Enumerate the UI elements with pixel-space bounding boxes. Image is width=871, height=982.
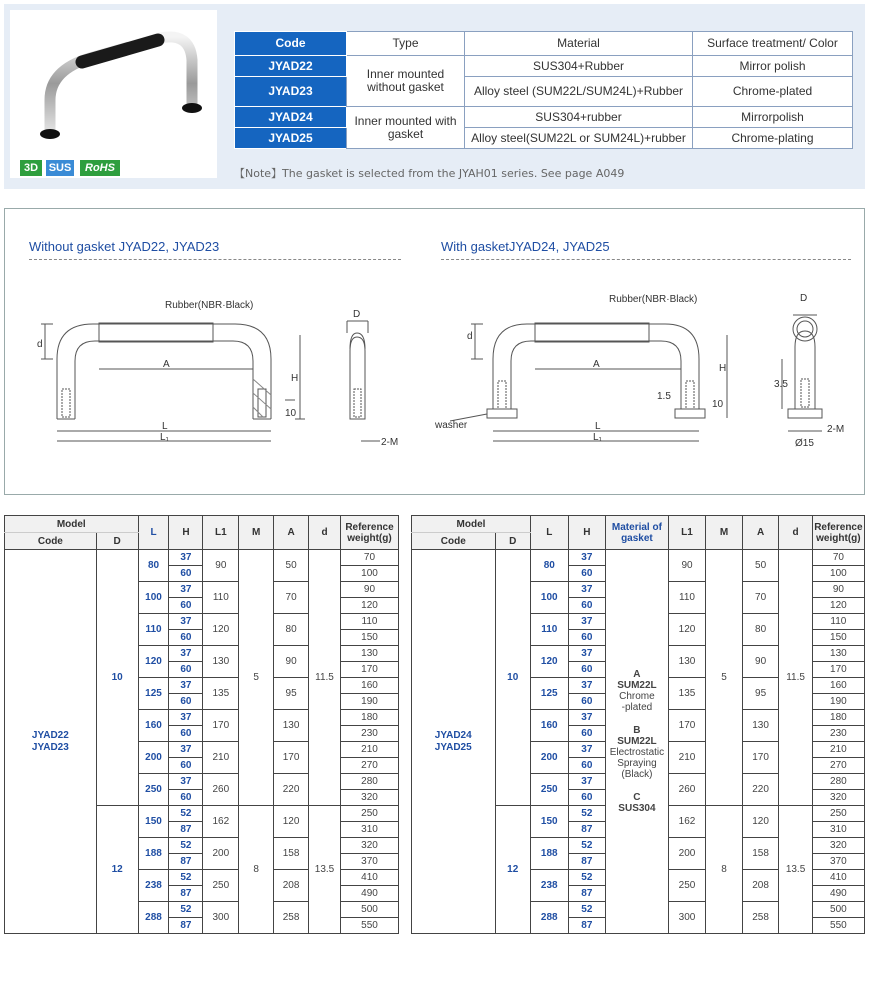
cell-h: 52 xyxy=(568,806,606,822)
cell-weight: 410 xyxy=(340,870,398,886)
label-15: 1.5 xyxy=(657,391,671,402)
cell-weight: 550 xyxy=(340,918,398,934)
cell-weight: 250 xyxy=(812,806,864,822)
cell-h: 60 xyxy=(568,758,606,774)
cell-l: 100 xyxy=(138,582,169,614)
cell-weight: 230 xyxy=(812,726,864,742)
material-line: SUM22L xyxy=(617,680,657,691)
cell-l: 160 xyxy=(530,710,568,742)
cell-h: 37 xyxy=(568,742,606,758)
label-rubber-2: Rubber(NBR·Black) xyxy=(609,294,698,305)
spec-code: JYAD23 xyxy=(235,77,347,107)
cell-weight: 160 xyxy=(340,678,398,694)
cell-l: 80 xyxy=(530,550,568,582)
cell-weight: 230 xyxy=(340,726,398,742)
cell-l: 188 xyxy=(530,838,568,870)
cell-h: 60 xyxy=(568,630,606,646)
cell-weight: 130 xyxy=(340,646,398,662)
cell-weight: 150 xyxy=(812,630,864,646)
cell-l: 200 xyxy=(138,742,169,774)
spec-code: JYAD22 xyxy=(235,56,347,77)
cell-a: 90 xyxy=(742,646,779,678)
cell-l: 288 xyxy=(530,902,568,934)
label-d-2: d xyxy=(467,331,473,342)
cell-h: 37 xyxy=(568,774,606,790)
cell-l: 238 xyxy=(138,870,169,902)
drawing-title-right: With gasketJYAD24, JYAD25 xyxy=(441,239,610,254)
label-h: H xyxy=(291,373,299,384)
cell-a: 170 xyxy=(274,742,309,774)
cell-weight: 310 xyxy=(340,822,398,838)
cell-h: 60 xyxy=(169,726,203,742)
cell-h: 37 xyxy=(169,550,203,566)
cell-weight: 90 xyxy=(812,582,864,598)
cell-l: 110 xyxy=(138,614,169,646)
cell-weight: 500 xyxy=(812,902,864,918)
cell-a: 130 xyxy=(742,710,779,742)
cell-l1: 120 xyxy=(668,614,706,646)
spec-table xyxy=(234,31,853,149)
table-row xyxy=(412,550,865,566)
spec-surface: Mirror polish xyxy=(693,56,853,77)
cell-h: 60 xyxy=(568,566,606,582)
cell-weight: 490 xyxy=(340,886,398,902)
th-h: H xyxy=(568,516,606,550)
cell-d-outer: 12 xyxy=(96,806,138,934)
cell-weight: 150 xyxy=(340,630,398,646)
cell-d-outer: 10 xyxy=(96,550,138,806)
cell-a: 208 xyxy=(742,870,779,902)
cell-a: 80 xyxy=(274,614,309,646)
spec-surface: Chrome-plating xyxy=(693,128,853,149)
cell-l: 100 xyxy=(530,582,568,614)
material-line: Spraying xyxy=(617,758,657,769)
drawing-panel xyxy=(4,208,865,495)
cell-h: 37 xyxy=(568,710,606,726)
cell-l: 250 xyxy=(138,774,169,806)
cell-h: 37 xyxy=(169,742,203,758)
cell-h: 60 xyxy=(169,598,203,614)
label-washer: washer xyxy=(435,420,468,431)
cell-weight: 310 xyxy=(812,822,864,838)
label-rubber: Rubber(NBR·Black) xyxy=(165,300,254,311)
cell-h: 60 xyxy=(169,790,203,806)
cell-l: 125 xyxy=(138,678,169,710)
cell-h: 52 xyxy=(568,870,606,886)
cell-weight: 370 xyxy=(340,854,398,870)
th-dd: d xyxy=(779,516,812,550)
cell-h: 60 xyxy=(169,758,203,774)
cell-h: 52 xyxy=(568,902,606,918)
spacer xyxy=(606,780,668,792)
cell-weight: 550 xyxy=(812,918,864,934)
cell-h: 60 xyxy=(568,726,606,742)
th-model: Model xyxy=(5,516,139,533)
cell-weight: 500 xyxy=(340,902,398,918)
technical-drawing xyxy=(5,209,866,496)
handle-image xyxy=(10,10,217,178)
spec-header-type: Type xyxy=(347,32,465,56)
cell-l1: 170 xyxy=(668,710,706,742)
cell-h: 37 xyxy=(169,614,203,630)
cell-weight: 110 xyxy=(812,614,864,630)
cell-weight: 320 xyxy=(340,790,398,806)
cell-h: 37 xyxy=(568,678,606,694)
label-d-side: D xyxy=(353,309,361,320)
cell-l1: 300 xyxy=(203,902,239,934)
cell-h: 60 xyxy=(169,630,203,646)
cell-weight: 120 xyxy=(340,598,398,614)
th-code: Code xyxy=(5,533,97,550)
cell-l1: 200 xyxy=(203,838,239,870)
spec-code: JYAD25 xyxy=(235,128,347,149)
th-material: Material of gasket xyxy=(606,516,669,550)
cell-a: 158 xyxy=(742,838,779,870)
material-line: (Black) xyxy=(621,769,653,780)
cell-l: 200 xyxy=(530,742,568,774)
th-weight: Reference weight(g) xyxy=(812,516,864,550)
spec-surface: Chrome-plated xyxy=(693,77,853,107)
th-a: A xyxy=(274,516,309,550)
cell-weight: 490 xyxy=(812,886,864,902)
label-10-2: 10 xyxy=(712,399,724,410)
cell-a: 220 xyxy=(274,774,309,806)
cell-l1: 162 xyxy=(668,806,706,838)
cell-m: 8 xyxy=(239,806,274,934)
cell-d-outer: 10 xyxy=(495,550,530,806)
label-l-2: L xyxy=(595,421,601,432)
label-l: L xyxy=(162,421,168,432)
cell-weight: 190 xyxy=(812,694,864,710)
cell-l: 160 xyxy=(138,710,169,742)
cell-h: 37 xyxy=(169,646,203,662)
material-line: SUS304 xyxy=(618,803,656,814)
th-l1: L1 xyxy=(203,516,239,550)
material-line: B xyxy=(633,725,641,736)
cell-a: 120 xyxy=(742,806,779,838)
th-m: M xyxy=(706,516,743,550)
spec-material: Alloy steel (SUM22L/SUM24L)+Rubber xyxy=(465,77,693,107)
cell-l: 288 xyxy=(138,902,169,934)
cell-l1: 162 xyxy=(203,806,239,838)
th-l1: L1 xyxy=(668,516,706,550)
cell-a: 50 xyxy=(742,550,779,582)
spec-panel xyxy=(4,4,865,189)
cell-weight: 280 xyxy=(340,774,398,790)
cell-weight: 320 xyxy=(812,790,864,806)
drawing-title-left: Without gasket JYAD22, JYAD23 xyxy=(29,239,220,254)
cell-weight: 160 xyxy=(812,678,864,694)
cell-code: JYAD24 JYAD25 xyxy=(412,550,496,934)
cell-l1: 135 xyxy=(203,678,239,710)
cell-a: 50 xyxy=(274,550,309,582)
cell-a: 208 xyxy=(274,870,309,902)
cell-l1: 250 xyxy=(668,870,706,902)
label-10: 10 xyxy=(285,408,297,419)
cell-h: 52 xyxy=(169,838,203,854)
cell-h: 87 xyxy=(169,886,203,902)
cell-weight: 110 xyxy=(340,614,398,630)
cell-weight: 190 xyxy=(340,694,398,710)
th-weight: Reference weight(g) xyxy=(340,516,398,550)
spec-header-surface: Surface treatment/ Color xyxy=(693,32,853,56)
spec-header-code: Code xyxy=(235,32,347,56)
cell-material xyxy=(606,550,669,934)
product-photo xyxy=(10,10,217,178)
cell-weight: 210 xyxy=(812,742,864,758)
material-line: SUM22L xyxy=(617,736,657,747)
cell-a: 158 xyxy=(274,838,309,870)
cell-h: 60 xyxy=(568,662,606,678)
cell-a: 130 xyxy=(274,710,309,742)
label-dia15: Ø15 xyxy=(795,438,814,449)
cell-dd: 13.5 xyxy=(309,806,341,934)
cell-h: 37 xyxy=(169,774,203,790)
cell-h: 37 xyxy=(169,710,203,726)
cell-l1: 130 xyxy=(668,646,706,678)
cell-a: 120 xyxy=(274,806,309,838)
cell-m: 8 xyxy=(706,806,743,934)
cell-l1: 250 xyxy=(203,870,239,902)
cell-weight: 280 xyxy=(812,774,864,790)
cell-l1: 135 xyxy=(668,678,706,710)
material-line: Chrome xyxy=(619,691,655,702)
material-line: C xyxy=(633,792,641,803)
cell-weight: 320 xyxy=(340,838,398,854)
cell-h: 60 xyxy=(169,694,203,710)
cell-weight: 250 xyxy=(340,806,398,822)
cell-h: 87 xyxy=(568,822,606,838)
cell-h: 60 xyxy=(568,790,606,806)
cell-h: 52 xyxy=(169,902,203,918)
th-l: L xyxy=(530,516,568,550)
cell-h: 52 xyxy=(169,806,203,822)
label-l1: L₁ xyxy=(160,432,169,443)
cell-l: 125 xyxy=(530,678,568,710)
cell-h: 87 xyxy=(568,918,606,934)
th-model: Model xyxy=(412,516,531,533)
spec-type: Inner mounted without gasket xyxy=(347,56,465,107)
cell-h: 60 xyxy=(568,598,606,614)
cell-a: 70 xyxy=(742,582,779,614)
cell-h: 87 xyxy=(169,918,203,934)
material-line: -plated xyxy=(621,702,653,713)
cell-l: 150 xyxy=(530,806,568,838)
cell-l: 238 xyxy=(530,870,568,902)
cell-a: 80 xyxy=(742,614,779,646)
spec-surface: Mirrorpolish xyxy=(693,107,853,128)
spec-header-material: Material xyxy=(465,32,693,56)
spacer xyxy=(606,713,668,725)
cell-h: 37 xyxy=(568,582,606,598)
cell-weight: 320 xyxy=(812,838,864,854)
th-d: D xyxy=(495,533,530,550)
cell-weight: 120 xyxy=(812,598,864,614)
cell-weight: 70 xyxy=(340,550,398,566)
cell-h: 37 xyxy=(169,678,203,694)
cell-l1: 260 xyxy=(203,774,239,806)
table-row xyxy=(5,550,399,566)
cell-weight: 90 xyxy=(340,582,398,598)
label-d-side-2: D xyxy=(800,293,808,304)
cell-m: 5 xyxy=(239,550,274,806)
label-2m-2: 2-M xyxy=(827,424,845,435)
cell-weight: 100 xyxy=(340,566,398,582)
cell-a: 90 xyxy=(274,646,309,678)
spec-material: SUS304+rubber xyxy=(465,107,693,128)
cell-d-outer: 12 xyxy=(495,806,530,934)
cell-l: 120 xyxy=(530,646,568,678)
cell-h: 37 xyxy=(568,646,606,662)
badge-3d: 3D xyxy=(20,160,42,176)
label-a: A xyxy=(163,359,170,370)
cell-m: 5 xyxy=(706,550,743,806)
badge-rohs: RoHS xyxy=(80,160,120,176)
note-text: 【Note】The gasket is selected from the JYAH01 series. See page A049 xyxy=(234,167,625,180)
cell-l: 120 xyxy=(138,646,169,678)
th-h: H xyxy=(169,516,203,550)
cell-dd: 13.5 xyxy=(779,806,812,934)
cell-l1: 210 xyxy=(203,742,239,774)
cell-l1: 110 xyxy=(668,582,706,614)
data-table-right xyxy=(411,515,865,934)
cell-h: 60 xyxy=(568,694,606,710)
th-l: L xyxy=(138,516,169,550)
label-2m: 2-M xyxy=(381,437,399,448)
cell-weight: 170 xyxy=(812,662,864,678)
cell-l1: 170 xyxy=(203,710,239,742)
cell-a: 220 xyxy=(742,774,779,806)
cell-l1: 90 xyxy=(668,550,706,582)
label-a-2: A xyxy=(593,359,600,370)
cell-weight: 210 xyxy=(340,742,398,758)
spec-material: Alloy steel(SUM22L or SUM24L)+rubber xyxy=(465,128,693,149)
cell-weight: 180 xyxy=(812,710,864,726)
cell-l1: 110 xyxy=(203,582,239,614)
cell-weight: 100 xyxy=(812,566,864,582)
cell-h: 60 xyxy=(169,566,203,582)
material-line: A xyxy=(633,669,641,680)
cell-l1: 130 xyxy=(203,646,239,678)
cell-l1: 210 xyxy=(668,742,706,774)
cell-h: 52 xyxy=(568,838,606,854)
cell-weight: 270 xyxy=(340,758,398,774)
cell-weight: 170 xyxy=(340,662,398,678)
spec-material: SUS304+Rubber xyxy=(465,56,693,77)
th-dd: d xyxy=(309,516,341,550)
cell-a: 95 xyxy=(274,678,309,710)
cell-a: 258 xyxy=(742,902,779,934)
cell-weight: 180 xyxy=(340,710,398,726)
cell-weight: 270 xyxy=(812,758,864,774)
cell-h: 87 xyxy=(568,886,606,902)
cell-a: 170 xyxy=(742,742,779,774)
label-l1-2: L₁ xyxy=(593,432,602,443)
spec-type: Inner mounted with gasket xyxy=(347,107,465,149)
label-h-2: H xyxy=(719,363,727,374)
cell-l: 250 xyxy=(530,774,568,806)
cell-h: 52 xyxy=(169,870,203,886)
cell-h: 87 xyxy=(568,854,606,870)
cell-l1: 300 xyxy=(668,902,706,934)
cell-weight: 70 xyxy=(812,550,864,566)
badge-sus: SUS xyxy=(46,160,74,176)
cell-l1: 260 xyxy=(668,774,706,806)
cell-l: 188 xyxy=(138,838,169,870)
label-35: 3.5 xyxy=(774,379,788,390)
cell-l1: 200 xyxy=(668,838,706,870)
cell-a: 258 xyxy=(274,902,309,934)
cell-weight: 410 xyxy=(812,870,864,886)
cell-h: 87 xyxy=(169,822,203,838)
cell-l1: 90 xyxy=(203,550,239,582)
cell-h: 60 xyxy=(169,662,203,678)
cell-h: 37 xyxy=(169,582,203,598)
spec-code: JYAD24 xyxy=(235,107,347,128)
cell-weight: 370 xyxy=(812,854,864,870)
cell-code: JYAD22 JYAD23 xyxy=(5,550,97,934)
cell-h: 37 xyxy=(568,550,606,566)
data-table-left xyxy=(4,515,399,934)
cell-a: 70 xyxy=(274,582,309,614)
label-d: d xyxy=(37,339,43,350)
th-d: D xyxy=(96,533,138,550)
material-line: Electrostatic xyxy=(609,747,665,758)
cell-l1: 120 xyxy=(203,614,239,646)
th-a: A xyxy=(742,516,779,550)
cell-h: 37 xyxy=(568,614,606,630)
cell-l: 150 xyxy=(138,806,169,838)
cell-l: 110 xyxy=(530,614,568,646)
cell-a: 95 xyxy=(742,678,779,710)
cell-weight: 130 xyxy=(812,646,864,662)
th-m: M xyxy=(239,516,274,550)
th-code: Code xyxy=(412,533,496,550)
cell-h: 87 xyxy=(169,854,203,870)
cell-l: 80 xyxy=(138,550,169,582)
cell-dd: 11.5 xyxy=(779,550,812,806)
cell-dd: 11.5 xyxy=(309,550,341,806)
